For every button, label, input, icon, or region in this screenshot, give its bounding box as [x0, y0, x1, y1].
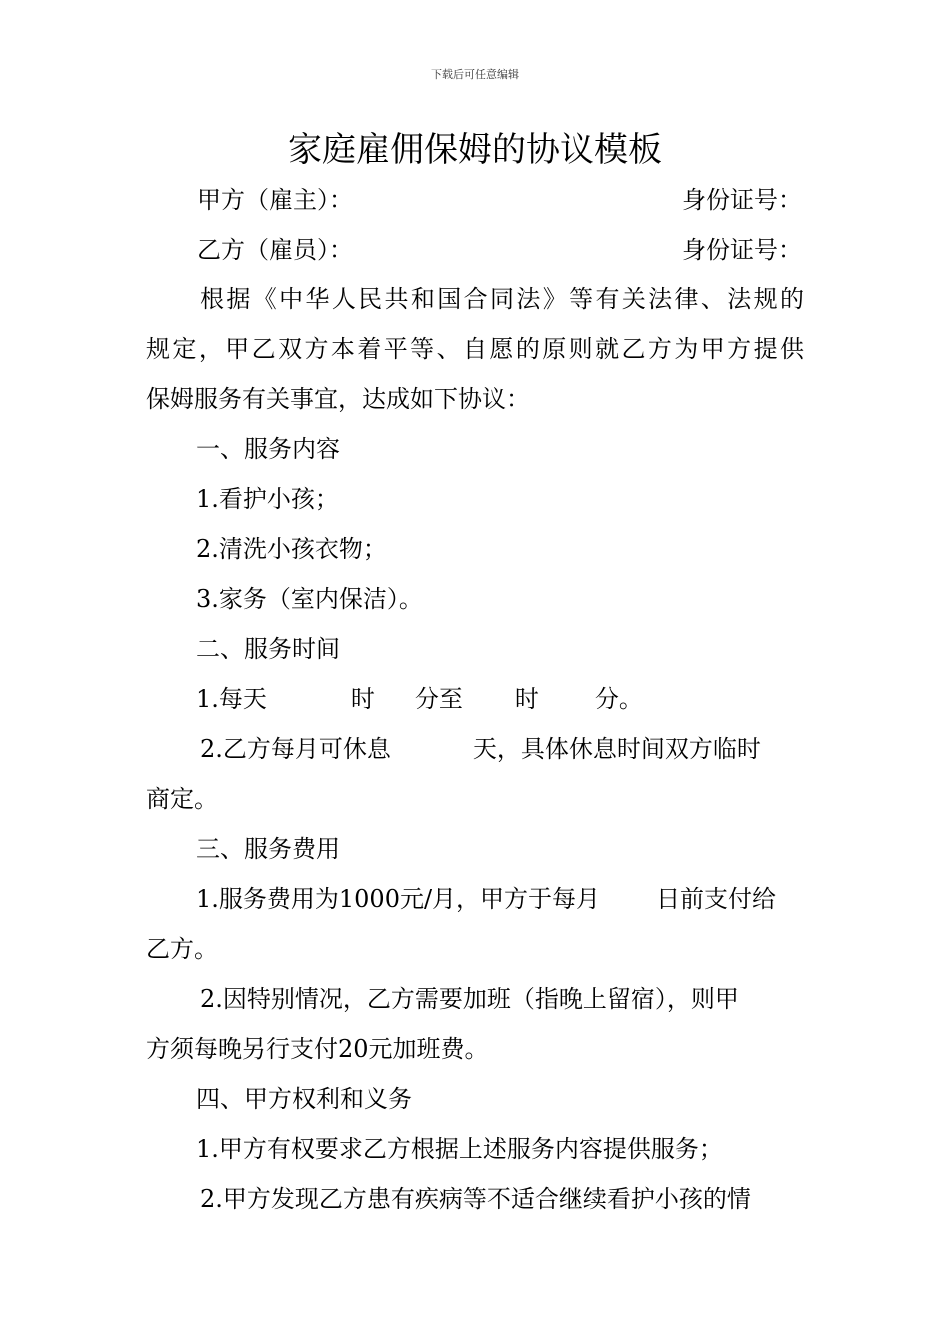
fee-item-1 — [146, 874, 804, 924]
time-item-2-rest: 2.乙方每月可休息 — [200, 735, 391, 763]
rights-item-1: 1.甲方有权要求乙方根据上述服务内容提供服务； — [196, 1135, 723, 1163]
fee-item-2-continued: 方须每晚另行支付20元加班费。 — [146, 1035, 489, 1063]
time-item-1-hour: 时 — [350, 685, 375, 713]
service-item-1: 1.看护小孩； — [196, 485, 339, 513]
intro-line-2: 规定，甲乙双方本着平等、自愿的原则就乙方为甲方提供 — [146, 335, 804, 363]
time-item-2-continued: 商定。 — [146, 785, 218, 813]
intro-line-3: 保姆服务有关事宜，达成如下协议： — [146, 385, 530, 413]
service-item-3: 3.家务（室内保洁）。 — [196, 585, 423, 613]
intro-line-1: 根据《中华人民共和国合同法》等有关法律、法规的 — [200, 285, 804, 313]
section-heading-service-fee: 三、服务费用 — [196, 835, 340, 863]
time-item-1-minute-2: 分。 — [594, 685, 643, 713]
fee-item-1-amount: 1.服务费用为1000元/月，甲方于每月 — [196, 885, 601, 913]
fee-item-1-pay-date: 日前支付给 — [656, 885, 777, 913]
party-a-label: 甲方（雇主）： — [197, 186, 353, 214]
time-item-1-daily: 1.每天 — [196, 685, 267, 713]
section-heading-service-content: 一、服务内容 — [196, 435, 340, 463]
section-heading-service-time: 二、服务时间 — [196, 635, 340, 663]
rights-item-2: 2.甲方发现乙方患有疾病等不适合继续看护小孩的情 — [200, 1185, 751, 1213]
fee-item-2: 2.因特别情况，乙方需要加班（指晚上留宿），则甲 — [200, 985, 739, 1013]
header-note: 下载后可任意编辑 — [431, 68, 519, 81]
time-item-1-hour-2: 时 — [514, 685, 539, 713]
service-item-2: 2.清洗小孩衣物； — [196, 535, 387, 563]
party-b-id-label: 身份证号： — [682, 236, 802, 264]
fee-item-1-continued: 乙方。 — [146, 935, 218, 963]
document-title: 家庭雇佣保姆的协议模板 — [288, 130, 662, 170]
time-item-2-days: 天，具体休息时间双方临时 — [472, 735, 761, 763]
party-b-label: 乙方（雇员）： — [197, 236, 353, 264]
time-item-1-minute-to: 分至 — [414, 685, 463, 713]
party-a-id-label: 身份证号： — [682, 186, 802, 214]
time-item-1 — [146, 674, 804, 724]
time-item-2 — [146, 724, 804, 774]
section-heading-party-a-rights: 四、甲方权利和义务 — [196, 1085, 412, 1113]
